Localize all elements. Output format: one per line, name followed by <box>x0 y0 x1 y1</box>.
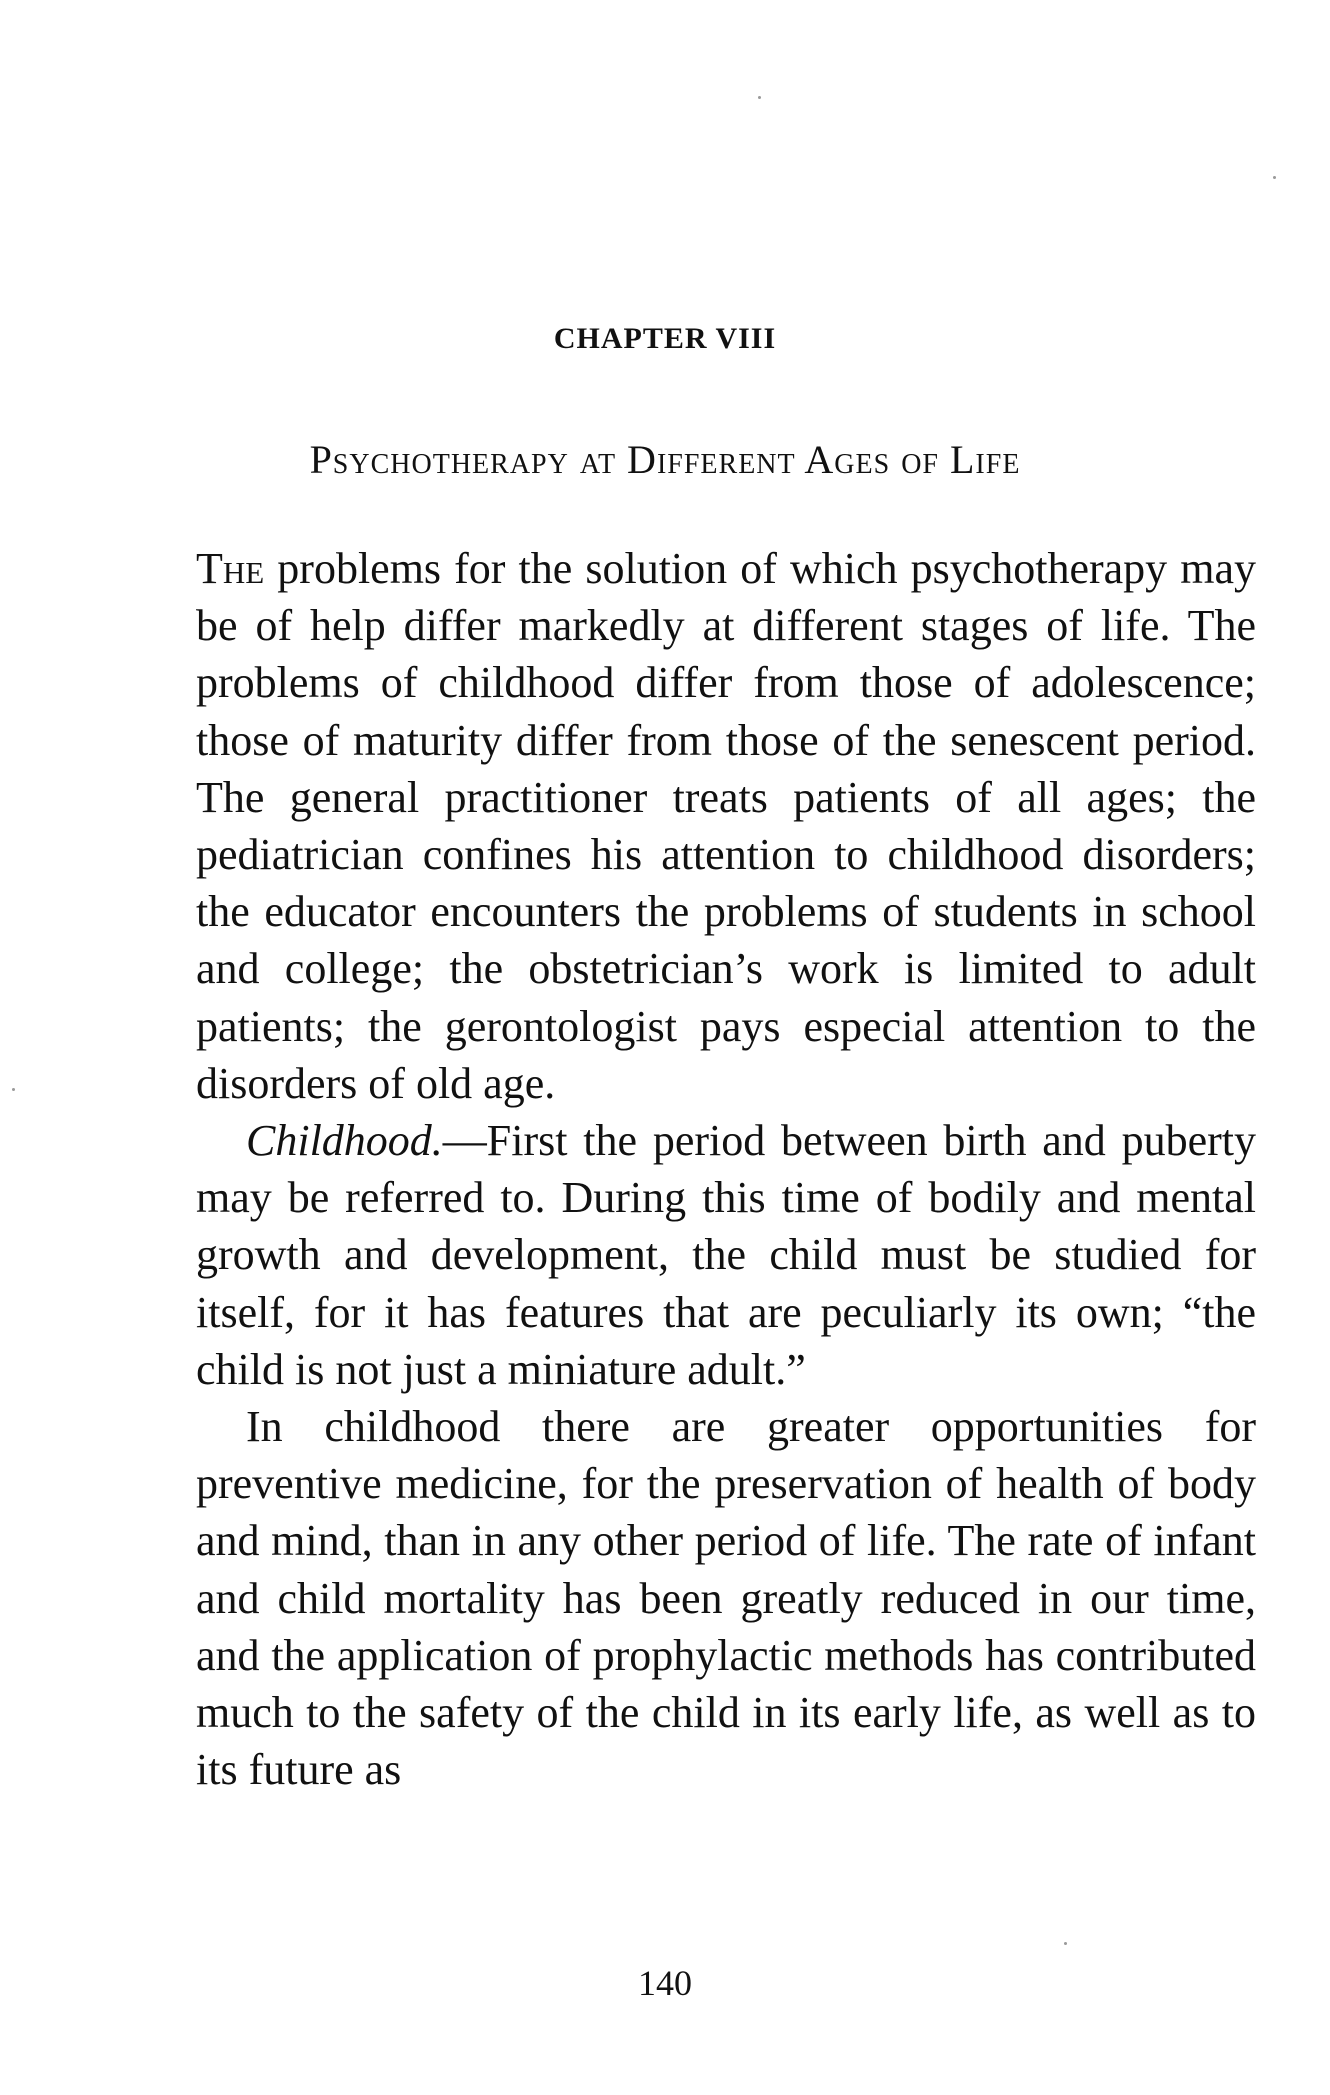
chapter-label: CHAPTER VIII <box>553 322 777 355</box>
scan-speck <box>1064 1942 1067 1945</box>
paragraph-lead-word: The <box>196 544 265 593</box>
chapter-body <box>196 540 1256 1798</box>
paragraph-intro <box>196 540 1256 1112</box>
paragraph-text: —First the period between birth and puberty may be referred to. During this time of bodily and mental growth and development, the child must be studied for itself, for it has features that are peculiarly its own; “the child is not just a miniature adult.” <box>196 1116 1256 1394</box>
section-heading-childhood: Childhood. <box>246 1116 443 1166</box>
paragraph-preventive-medicine <box>196 1398 1256 1798</box>
scan-speck <box>12 1088 15 1091</box>
scan-speck <box>1273 176 1276 179</box>
paragraph-text: In childhood there are greater opportunities for preventive medicine, for the preservation of health of body and mind, than in any other period of life. The rate of infant and child mortality has been greatly reduced in our time, and the application of prophylactic methods has contributed much to the safety of the child in its early life, as well as to its future as <box>196 1402 1256 1795</box>
paragraph-childhood <box>196 1112 1256 1398</box>
page-number: 140 <box>638 1963 692 2003</box>
paragraph-text: problems for the solution of which psychotherapy may be of help differ markedly at different stages of life. The problems of childhood differ from those of adolescence; those of maturity differ from those of the senescent period. The general practitioner treats patients of all ages; the pediatrician confines his attention to childhood disorders; the educator encounters the problems of students in school and college; the obstetrician’s work is limited to adult patients; the gerontologist pays especial attention to the disorders of old age. <box>196 544 1256 1108</box>
chapter-title: Psychotherapy at Different Ages of Life <box>309 437 1021 482</box>
scan-speck <box>758 96 761 99</box>
